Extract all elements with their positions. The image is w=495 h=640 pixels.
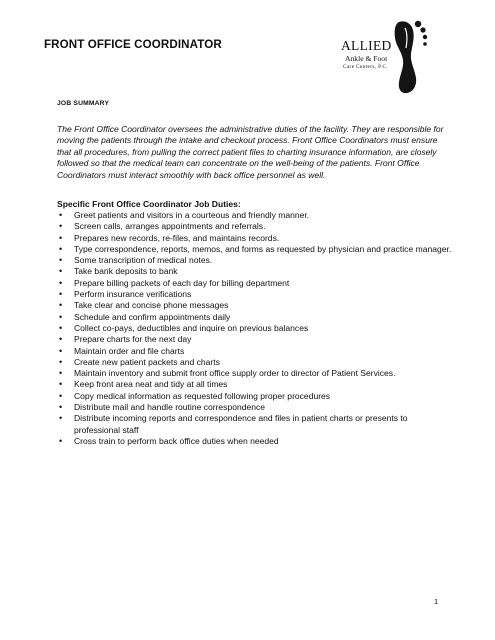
company-logo (333, 18, 433, 96)
job-summary-paragraph: The Front Office Coordinator oversees the administrative duties of the facility. They are responsible for moving the patients through the intake and checkout process. Front Office Coordinators must ensure that all procedures, from pulling the correct patient files to charting insurance information, are closely followed so that the medical team can concentrate on the well-being of the patients. Front Office Coordinators must interact smoothly with back office personnel as well. (57, 124, 444, 180)
list-item: • Keep front area neat and tidy at all times (57, 379, 452, 390)
list-item: • Maintain inventory and submit front office supply order to director of Patient Services. (57, 368, 452, 379)
list-item: • Prepare billing packets of each day for billing department (57, 278, 452, 289)
duties-list (57, 210, 452, 447)
list-item: • Maintain order and file charts (57, 346, 452, 357)
list-item: • Take bank deposits to bank (57, 266, 452, 277)
foot-icon (385, 18, 429, 94)
list-item: • Some transcription of medical notes. (57, 255, 452, 266)
list-item: • Cross train to perform back office duties when needed (57, 436, 452, 447)
logo-subtitle: Ankle & Foot (345, 54, 388, 63)
list-item: • Prepare charts for the next day (57, 334, 452, 345)
document-title: FRONT OFFICE COORDINATOR (44, 38, 222, 51)
list-item: • Copy medical information as requested following proper procedures (57, 391, 452, 402)
list-item: • Distribute incoming reports and correspondence and files in patient charts or presents to professional staff (57, 413, 452, 436)
list-item: • Type correspondence, reports, memos, and forms as requested by physician and practice manager. (57, 244, 452, 255)
section-label-job-summary: JOB SUMMARY (57, 100, 110, 107)
list-item: • Prepares new records, re-files, and maintains records. (57, 233, 452, 244)
list-item: • Screen calls, arranges appointments and referrals. (57, 221, 452, 232)
list-item: • Create new patient packets and charts (57, 357, 452, 368)
list-item: • Schedule and confirm appointments daily (57, 312, 452, 323)
list-item: • Greet patients and visitors in a courteous and friendly manner. (57, 210, 452, 221)
list-item: • Take clear and concise phone messages (57, 300, 452, 311)
page-number: 1 (434, 597, 439, 606)
list-item: • Distribute mail and handle routine correspondence (57, 402, 452, 413)
list-item: • Collect co-pays, deductibles and inquire on previous balances (57, 323, 452, 334)
duties-heading: Specific Front Office Coordinator Job Duties: (57, 199, 241, 209)
list-item: • Perform insurance verifications (57, 289, 452, 300)
logo-name: ALLIED (341, 38, 392, 53)
logo-subtitle-2: Care Centers, P.C. (343, 64, 389, 70)
